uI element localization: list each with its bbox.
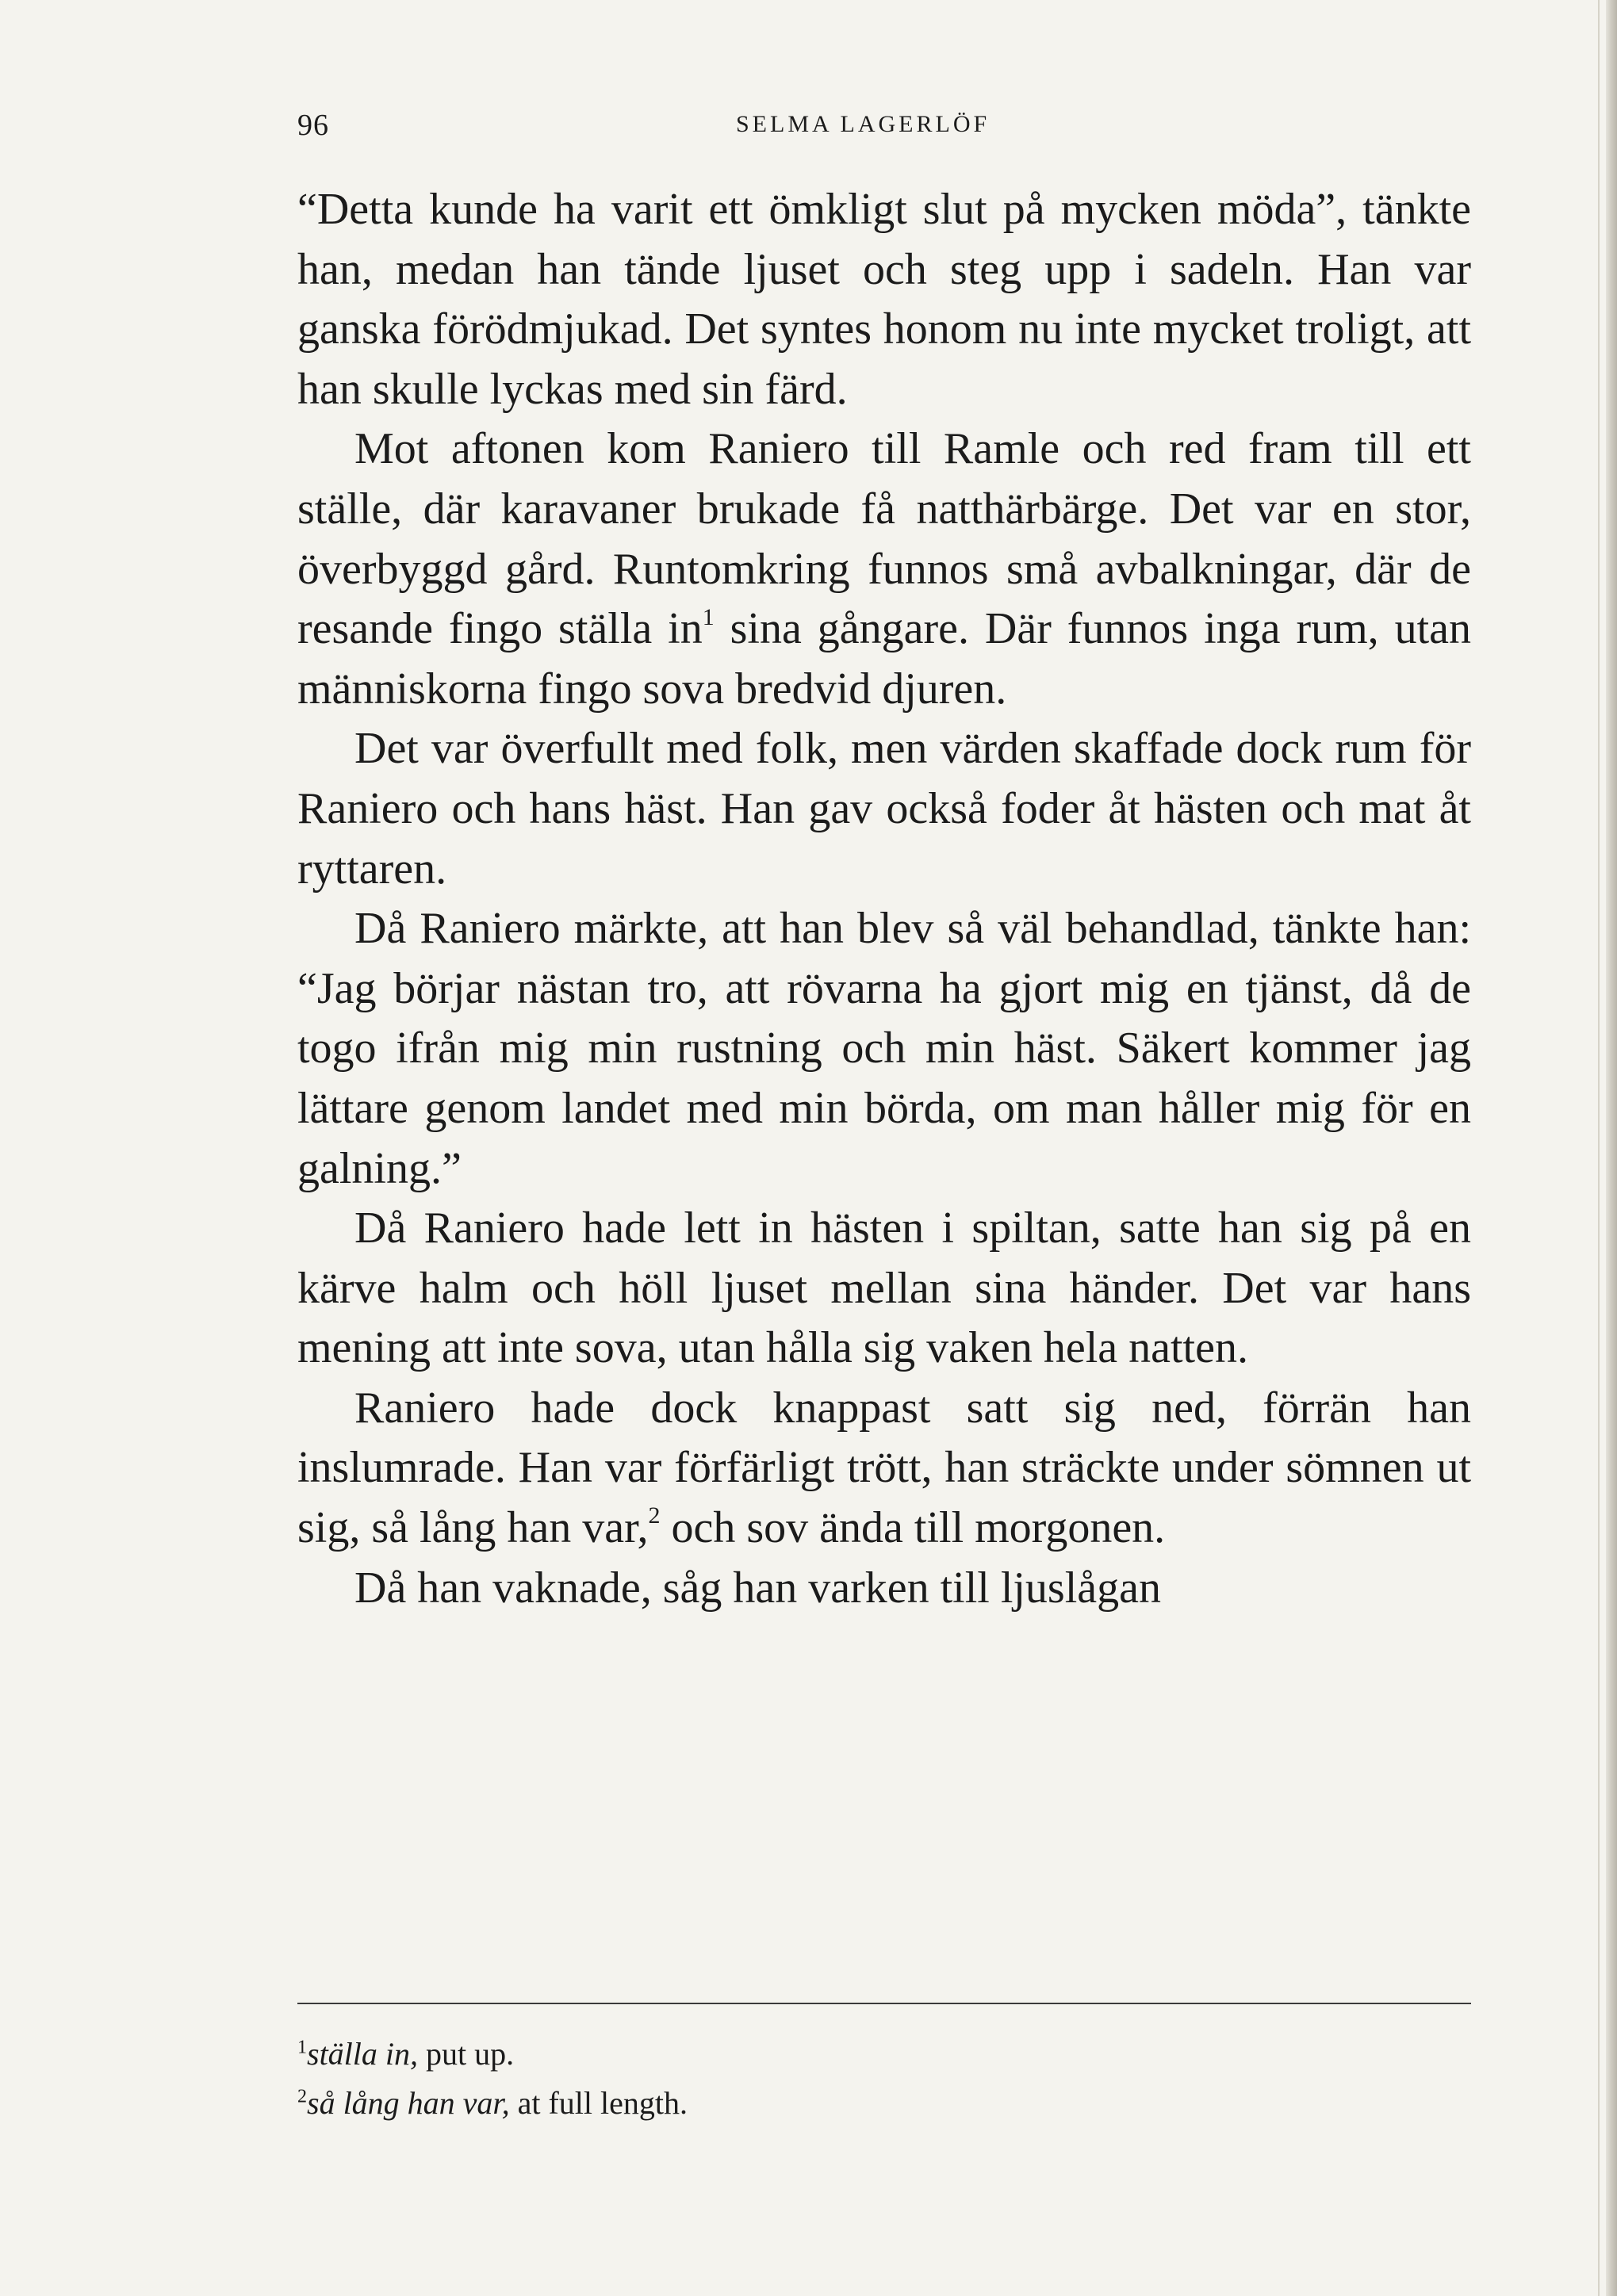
page-edge (1606, 0, 1617, 2296)
paragraph (297, 419, 1471, 719)
running-head: SELMA LAGERLÖF (736, 111, 991, 137)
footnote-mark: 1 (297, 2037, 307, 2058)
footnote-gloss: put up. (418, 2036, 515, 2072)
body-text (297, 180, 1471, 1618)
footnotes (297, 2030, 1471, 2128)
paragraph (297, 1199, 1471, 1379)
paragraph-text: Då Raniero märkte, att han blev så väl behandlad, tänkte han: “Jag börjar nästan tro, att rövarna ha gjort mig en tjänst, då de togo ifrån mig min rustning och min häst. Säkert kommer jag lättare genom landet med min börda, om man håller mig för en galning.” (297, 904, 1471, 1193)
footnote-rule (297, 2003, 1471, 2004)
page-edge-line (1598, 0, 1600, 2296)
paragraph (297, 719, 1471, 899)
paragraph (297, 1379, 1471, 1559)
footnote (297, 2030, 1471, 2079)
page-header (297, 108, 1471, 147)
paragraph (297, 1559, 1471, 1619)
paragraph (297, 899, 1471, 1199)
paragraph-text: Då Raniero hade lett in hästen i spiltan, satte han sig på en kärve halm och höll ljuset mellan sina händer. Det var hans mening att inte sova, utan hålla sig vaken hela natten. (297, 1203, 1471, 1373)
footnote-term: så lång han var, (307, 2085, 510, 2121)
paragraph-text: Mot aftonen kom Raniero till Ramle och red fram till ett ställe, där karavaner brukade få natthärbärge. Det var en stor, överbyggd gård. Runtomkring funnos små avbalkningar, där de resande fingo ställa in (297, 424, 1471, 654)
footnote-reference[interactable]: 2 (648, 1502, 661, 1529)
paragraph-text: och sov ända till morgonen. (660, 1503, 1166, 1553)
paragraph (297, 180, 1471, 419)
page-number: 96 (297, 109, 329, 142)
paragraph-text: Då han vaknade, såg han varken till ljuslågan (354, 1563, 1161, 1613)
paragraph-text: Det var överfullt med folk, men värden skaffade dock rum för Raniero och hans häst. Han gav också foder åt hästen och mat åt ryttaren. (297, 724, 1471, 894)
footnote-mark: 2 (297, 2086, 307, 2107)
footnote-gloss: at full length. (509, 2085, 688, 2121)
paragraph-text: Raniero hade dock knappast satt sig ned, förrän han inslumrade. Han var förfärligt trött, han sträckte under sömnen ut sig, så lång han var, (297, 1383, 1471, 1553)
paragraph-text: “Detta kunde ha varit ett ömkligt slut på mycken möda”, tänkte han, medan han tände ljuset och steg upp i sadeln. Han var ganska förödmjukad. Det syntes honom nu inte mycket troligt, att han skulle lyckas med sin färd. (297, 185, 1471, 414)
footnote-term: ställa in, (307, 2036, 419, 2072)
footnote (297, 2079, 1471, 2128)
paragraph-text: sina gångare. Där funnos inga rum, utan människorna fingo sova bredvid djuren. (297, 604, 1472, 714)
footnote-reference[interactable]: 1 (702, 603, 715, 630)
